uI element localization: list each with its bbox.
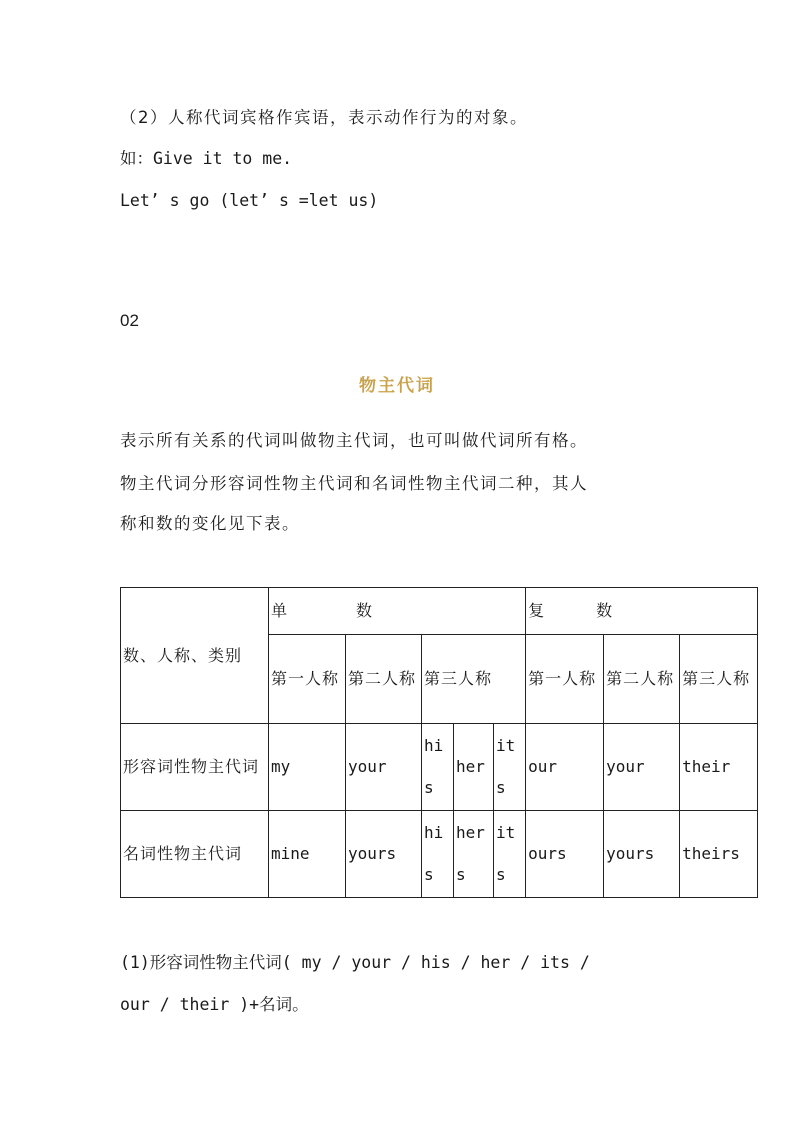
- singular-header: 单 数: [269, 588, 526, 635]
- table-cell: mine: [269, 811, 346, 898]
- table-row: [121, 724, 758, 811]
- third-person-plural: 第三人称: [680, 635, 758, 724]
- table-cell: our: [526, 724, 604, 811]
- row-label: 形容词性物主代词: [121, 724, 269, 811]
- table-cell: its: [494, 724, 526, 811]
- paragraph-line: our / their )+名词。: [120, 995, 309, 1014]
- table-cell: ours: [526, 811, 604, 898]
- table-cell: my: [269, 724, 346, 811]
- table-row: [121, 811, 758, 898]
- paragraph-line: 表示所有关系的代词叫做物主代词，也可叫做代词所有格。: [120, 431, 588, 450]
- table-cell: your: [346, 724, 422, 811]
- first-person-singular: 第一人称: [269, 635, 346, 724]
- section-title: 物主代词: [359, 376, 435, 396]
- table-cell: his: [422, 724, 454, 811]
- table-cell: yours: [346, 811, 422, 898]
- row-label: 名词性物主代词: [121, 811, 269, 898]
- first-person-plural: 第一人称: [526, 635, 604, 724]
- paragraph-line: 物主代词分形容词性物主代词和名词性物主代词二种，其人: [120, 474, 588, 493]
- table-cell: her: [454, 724, 494, 811]
- table-cell: theirs: [680, 811, 758, 898]
- paragraph-line: 如：Give it to me.: [120, 149, 293, 168]
- table-cell: its: [494, 811, 526, 898]
- table-cell: their: [680, 724, 758, 811]
- second-person-plural: 第二人称: [604, 635, 680, 724]
- second-person-singular: 第二人称: [346, 635, 422, 724]
- paragraph-line: (1)形容词性物主代词( my / your / his / her / its /: [120, 953, 590, 972]
- table-cell: hers: [454, 811, 494, 898]
- table-header-row: [121, 588, 758, 635]
- table-corner-cell: 数、人称、类别: [121, 588, 269, 724]
- table-cell: your: [604, 724, 680, 811]
- plural-header: 复 数: [526, 588, 758, 635]
- table-cell: yours: [604, 811, 680, 898]
- paragraph-line: 称和数的变化见下表。: [120, 514, 300, 533]
- possessive-pronoun-table: [120, 587, 758, 898]
- paragraph-line: Let’ s go (let’ s =let us): [120, 191, 379, 210]
- table-cell: his: [422, 811, 454, 898]
- third-person-singular: 第三人称: [422, 635, 526, 724]
- section-number: 02: [120, 311, 139, 330]
- paragraph-line: （2）人称代词宾格作宾语，表示动作行为的对象。: [120, 108, 528, 127]
